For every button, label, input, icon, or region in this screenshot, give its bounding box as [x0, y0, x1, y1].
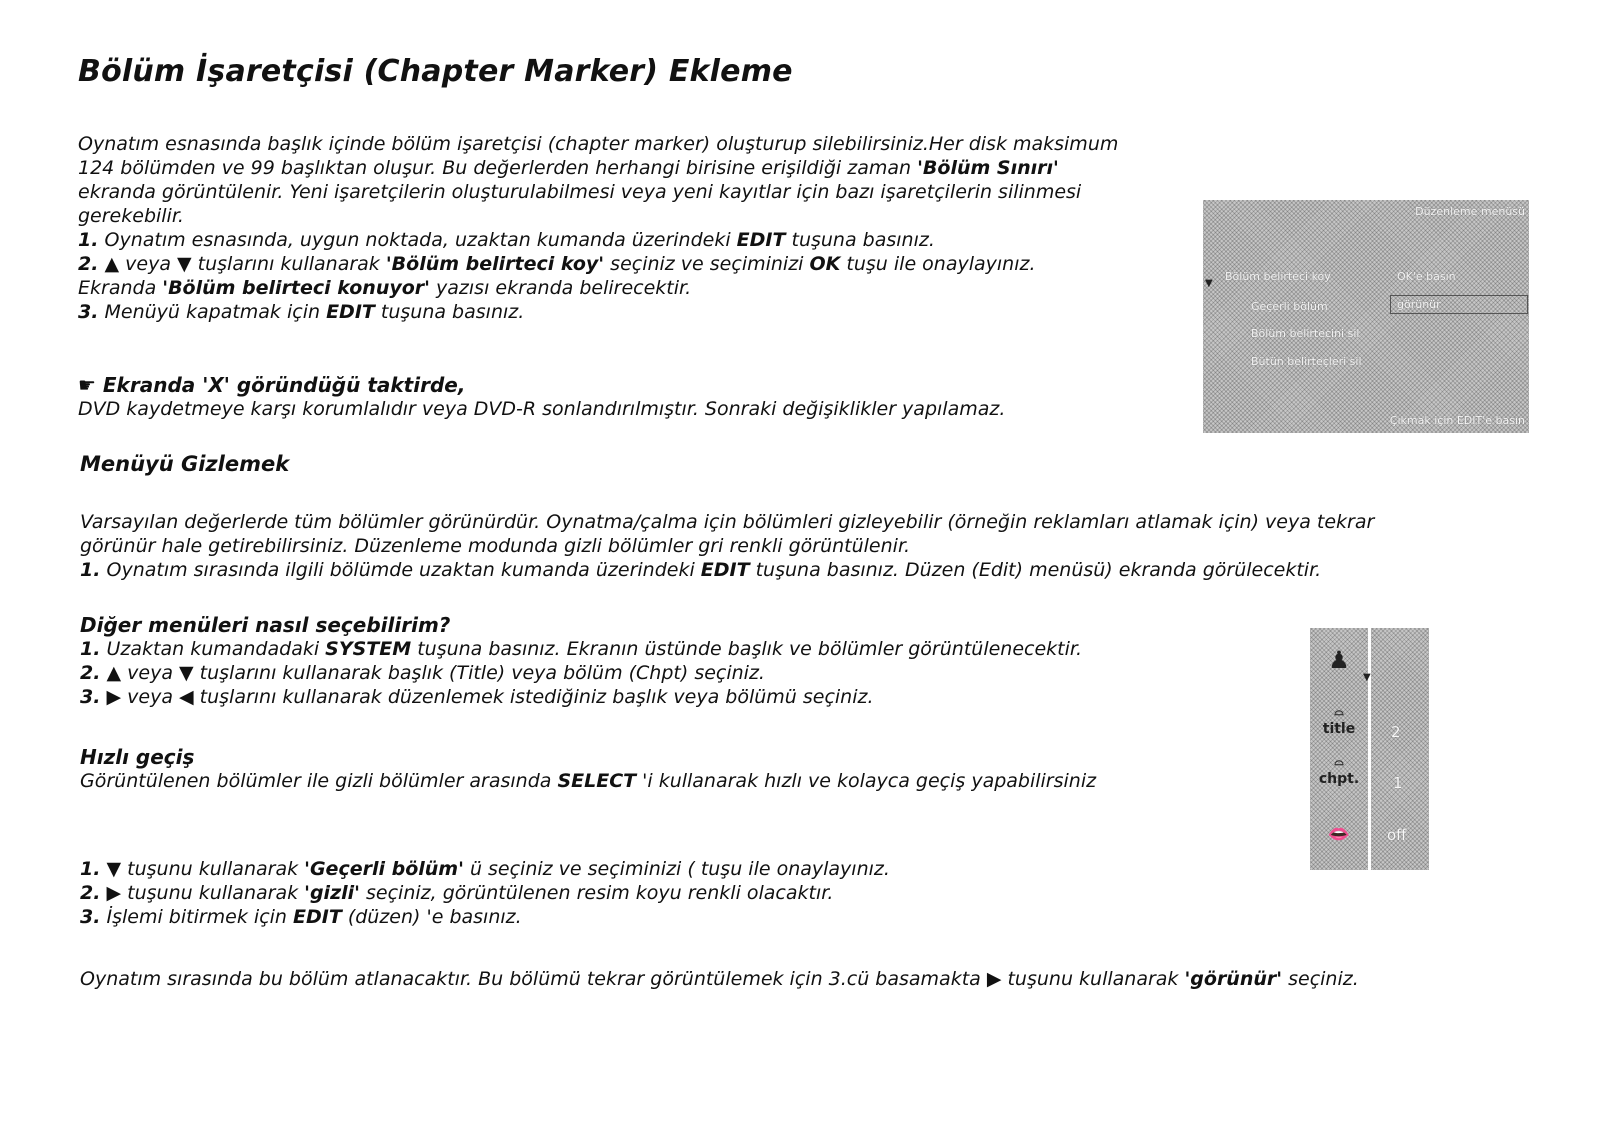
hide-steps-3: 3. İşlemi bitirmek için EDIT (düzen) 'e basınız. [80, 906, 522, 928]
menu-cursor-icon: ▼ [1205, 278, 1213, 289]
edit-menu-screenshot [1203, 200, 1529, 433]
hide-line-1: Varsayılan değerlerde tüm bölümler görünürdür. Oynatma/çalma için bölümleri gizleyebilir (örneğin reklamları atlamak için) veya tekrar [80, 511, 1375, 533]
hide-step-1: 1. Oynatım sırasında ilgili bölümde uzaktan kumanda üzerindeki EDIT tuşuna basınız. Düzen (Edit) menüsü) ekranda görülecektir. [80, 559, 1322, 581]
system-menu-icon-column [1310, 628, 1368, 870]
intro-paragraph [78, 132, 1118, 324]
disc-icon-2: ⌓ [1334, 754, 1344, 768]
other-step-2: 2. ▲ veya ▼ tuşlarını kullanarak başlık (Title) veya bölüm (Chpt) seçiniz. [80, 662, 765, 684]
hide-steps [80, 857, 890, 929]
system-menu-value-column [1363, 628, 1429, 870]
section-heading-fast: Hızlı geçiş [80, 745, 195, 769]
chapter-value: 1 [1393, 774, 1403, 792]
disc-icon: ⌓ [1334, 704, 1344, 718]
page-title: Bölüm İşaretçisi (Chapter Marker) Ekleme [78, 54, 793, 89]
other-step-3: 3. ▶ veya ◀ tuşlarını kullanarak düzenlemek istediğiniz başlık veya bölümü seçiniz. [80, 686, 874, 708]
edit-menu-item-insert-marker: Bölüm belirteci koy [1225, 270, 1331, 283]
hide-steps-1: 1. ▼ tuşunu kullanarak 'Geçerli bölüm' ü seçiniz ve seçiminizi ( tuşu ile onaylayınız. [80, 858, 890, 880]
fast-switch-block [80, 745, 1096, 793]
intro-line-1: Oynatım esnasında başlık içinde bölüm işaretçisi (chapter marker) oluşturup silebilirsiniz.Her disk maksimum [78, 133, 1119, 155]
audio-value: off [1387, 826, 1407, 844]
final-note: Oynatım sırasında bu bölüm atlanacaktır. Bu bölümü tekrar görüntülemek için 3.cü basamakta ▶ tuşunu kullanarak 'görünür' seçiniz. [80, 968, 1359, 990]
hide-paragraph [80, 510, 1374, 582]
other-menus-block [80, 613, 1082, 709]
hide-line-2: görünür hale getirebilirsiniz. Düzenleme modunda gizli bölümler gri renkli görüntülenir. [80, 535, 911, 557]
edit-menu-item-current-chapter: Geçerli bölüm [1251, 300, 1328, 313]
section-heading-other: Diğer menüleri nasıl seçebilirim? [80, 613, 451, 637]
step-1: 1. Oynatım esnasında, uygun noktada, uzaktan kumanda üzerindeki EDIT tuşuna basınız. [78, 229, 935, 251]
other-step-1: 1. Uzaktan kumandadaki SYSTEM tuşuna basınız. Ekranın üstünde başlık ve bölümler görüntülenecektir. [80, 638, 1082, 660]
intro-line-3: ekranda görüntülenir. Yeni işaretçilerin oluşturulabilmesi veya yeni kayıtlar için bazı işaretçilerin silinmesi [78, 181, 1082, 203]
intro-line-4: gerekebilir. [78, 205, 184, 227]
step-2-continued: Ekranda 'Bölüm belirteci konuyor' yazısı ekranda belirecektir. [78, 277, 692, 299]
note-text: DVD kaydetmeye karşı korumlalıdır veya DVD-R sonlandırılmıştır. Sonraki değişiklikler yapılamaz. [78, 398, 1006, 420]
title-value: 2 [1391, 723, 1401, 741]
note-block [78, 373, 1005, 421]
note-heading: ☛ Ekranda 'X' göründüğü taktirde, [78, 373, 466, 397]
selection-arrow-icon: ▼ [1363, 672, 1371, 683]
title-icon: title [1322, 721, 1356, 737]
step-3: 3. Menüyü kapatmak için EDIT tuşuna basınız. [78, 301, 525, 323]
intro-line-2: 124 bölümden ve 99 başlıktan oluşur. Bu değerlerden herhangi birisine erişildiği zaman 'Bölüm Sınırı' [78, 157, 1059, 179]
chapter-icon: chpt. [1318, 771, 1360, 787]
edit-menu-title: Düzenleme menüsü [1415, 205, 1525, 218]
hide-steps-2: 2. ▶ tuşunu kullanarak 'gizli' seçiniz, görüntülenen resim koyu renkli olacaktır. [80, 882, 834, 904]
edit-menu-item-delete-all: Bütün belirteçleri sil [1251, 355, 1362, 368]
step-2: 2. ▲ veya ▼ tuşlarını kullanarak 'Bölüm belirteci koy' seçiniz ve seçiminizi OK tuşu ile onaylayınız. [78, 253, 1036, 275]
section-heading-hide: Menüyü Gizlemek [80, 452, 290, 476]
person-icon: ♟ [1328, 646, 1350, 674]
edit-menu-value-ok: OK'e basın [1397, 270, 1456, 283]
edit-menu-value-visible: görünür [1390, 295, 1528, 314]
fast-text: Görüntülenen bölümler ile gizli bölümler arasında SELECT 'i kullanarak hızlı ve kolayca geçiş yapabilirsiniz [80, 770, 1097, 792]
audio-lips-icon: 👄 [1327, 824, 1351, 845]
edit-menu-item-delete-marker: Bölüm belirtecini sil [1251, 327, 1360, 340]
edit-menu-footer: Çıkmak için EDIT'e basın [1389, 414, 1525, 427]
